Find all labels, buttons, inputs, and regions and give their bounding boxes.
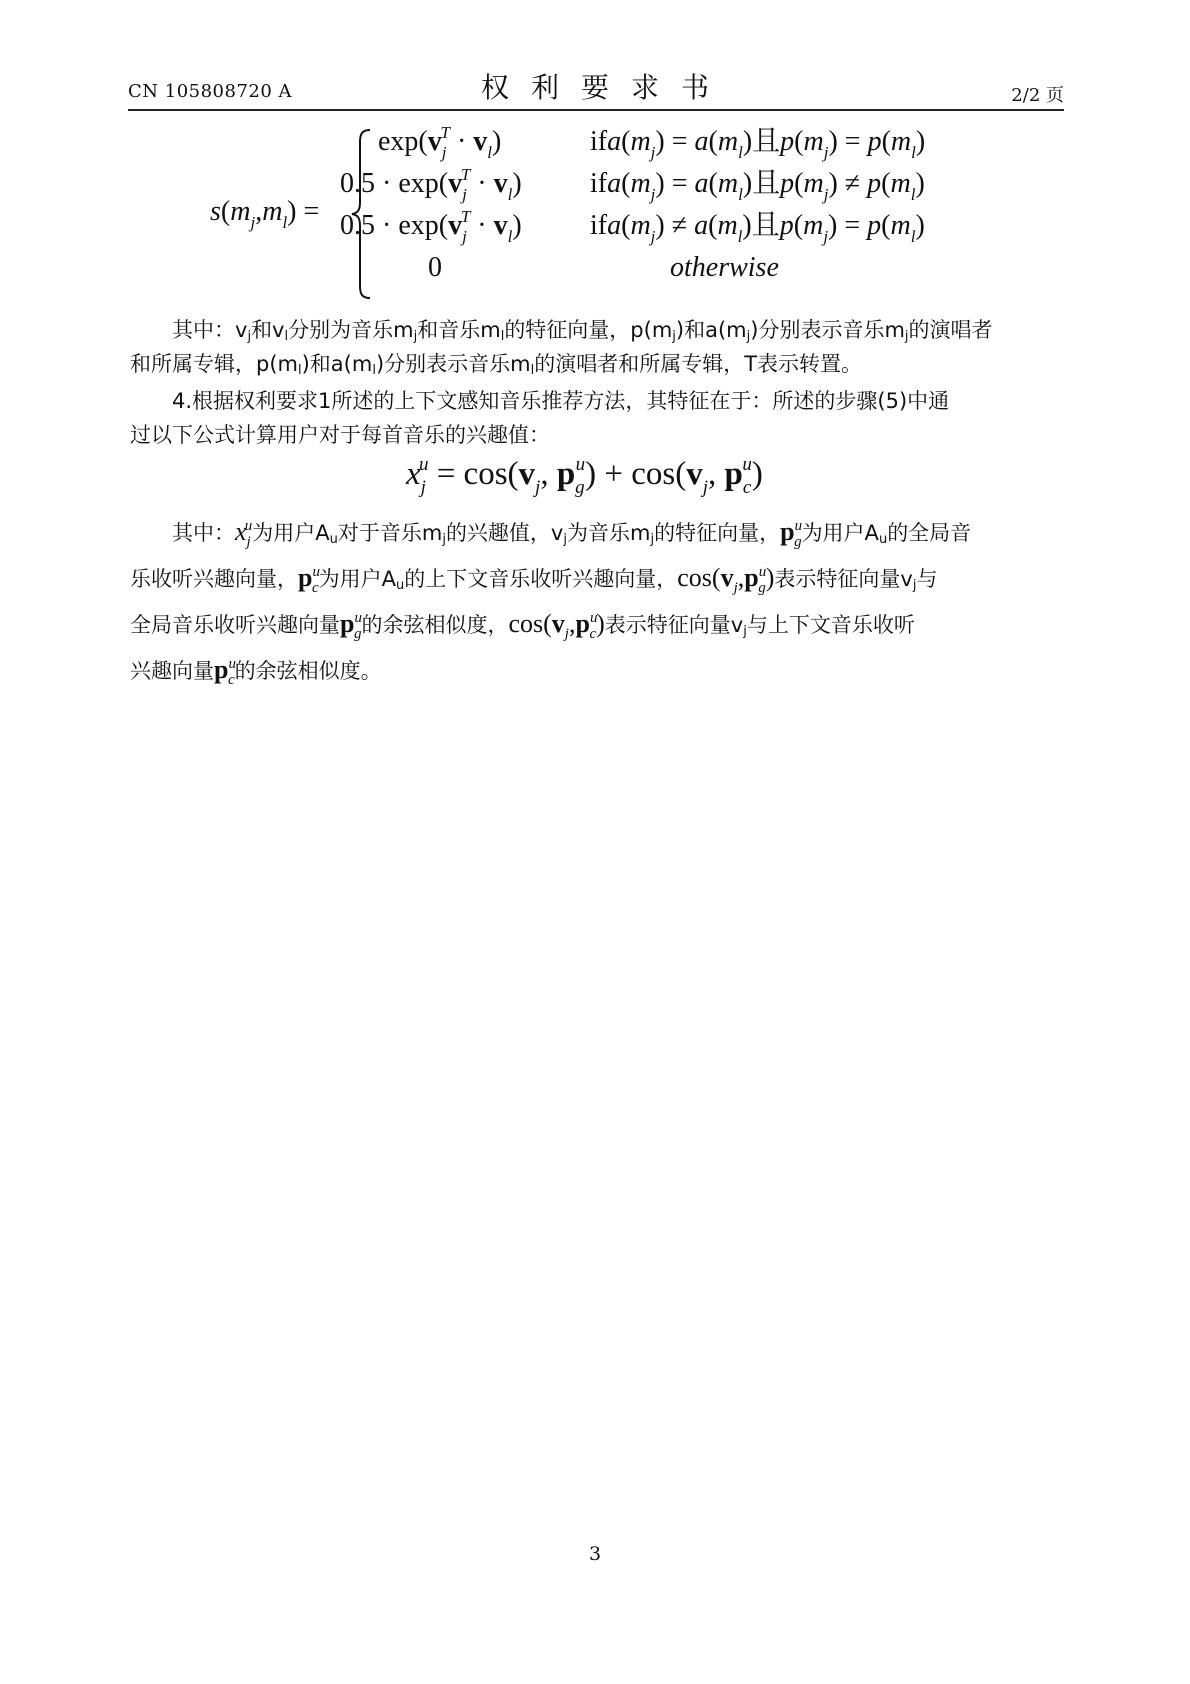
paragraph-line: 其中：vj和vl分别为音乐mj和音乐ml的特征向量，p(mj)和a(mj)分别表示音乐mj的演唱者 [172, 318, 993, 344]
header-rule [128, 109, 1064, 111]
conjunction: 且 [751, 210, 780, 241]
if-word: if [590, 168, 608, 199]
paragraph-line: 其中：$x_j^u$为用户Au对于音乐mj的兴趣值，vj为音乐mj的特征向量，$p^u_g$为用户Au的全局音 [172, 517, 972, 550]
formula-lhs: $s(m_j,m_l)$ = [210, 196, 320, 232]
document-number: CN 105808720 A [128, 81, 293, 102]
interest-formula: $x_j^u = \cos(v_j$, $p_g^u) + \cos(v_j$, $p_c^u$) [406, 454, 763, 498]
paragraph-line: 4.根据权利要求1所述的上下文感知音乐推荐方法，其特征在于：所述的步骤(5)中通 [172, 389, 950, 413]
if-word: if [590, 126, 608, 157]
page-number: 3 [588, 1543, 602, 1565]
paragraph-line: 过以下公式计算用户对于每首音乐的兴趣值： [130, 423, 550, 447]
otherwise-label: otherwise [670, 252, 779, 283]
paragraph-line: 全局音乐收听兴趣向量$p^u_g$的余弦相似度，$\cos(v_j,p^u_c)$表示特征向量vj与上下文音乐收听 [130, 609, 915, 642]
case-zero: 0 [428, 252, 442, 283]
document-title: 权利要求书 [480, 71, 731, 104]
if-word: if [590, 210, 608, 241]
similarity-formula: $s(m_j,m_l)$ = $\exp(v_j^T \cdot v_l)$ $ifa(m_j) = a(m_l)$且$p(m_j) = p(m_l)$ $0.5 \cdot \exp(v_j^T \cdot v_l)$ $ifa(m_j) = a(m_l)$且$p(m_j) \ne p(m_l)$ $0.5 \cdot \exp(v_j^T \cdot v_l)$ $ifa(m_j) \ne a(m_l)$且$p(m_j) = p(m_l)$ 0 otherwise [210, 128, 990, 300]
paragraph-line: 兴趣向量$p^u_c$的余弦相似度。 [130, 655, 382, 688]
page-indicator: 2/2 页 [1011, 85, 1064, 106]
paragraph-line: 乐收听兴趣向量，$p^u_c$为用户Au的上下文音乐收听兴趣向量，$\cos(v_j,p^u_g)$表示特征向量vj与 [130, 563, 938, 596]
conjunction: 且 [752, 126, 781, 157]
conjunction: 且 [752, 168, 781, 199]
paragraph-line: 和所属专辑，p(ml)和a(ml)分别表示音乐ml的演唱者和所属专辑，T表示转置。 [130, 352, 863, 378]
